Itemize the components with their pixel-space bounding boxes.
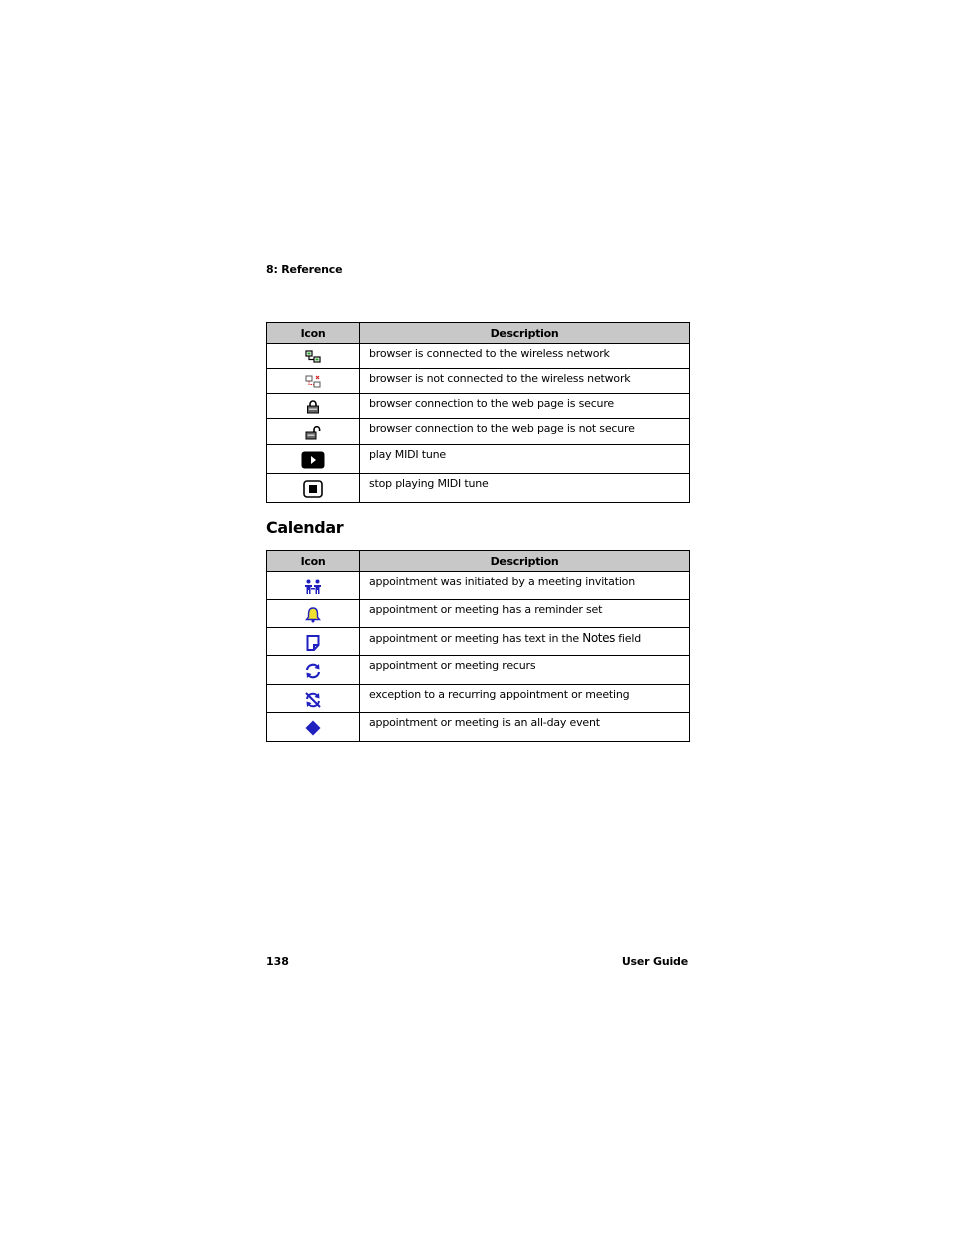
table-row (267, 656, 690, 685)
table-header-row (267, 551, 690, 572)
table-row (267, 600, 690, 628)
play-icon (301, 451, 325, 469)
all-day-event-icon (305, 720, 321, 736)
table-row (267, 572, 690, 600)
reminder-bell-icon (305, 607, 321, 623)
description-cell: appointment was initiated by a meeting invitation (360, 572, 690, 600)
chapter-heading: 8: Reference (266, 263, 343, 276)
table-header-row (267, 323, 690, 344)
column-header-description: Description (360, 551, 690, 572)
notes-icon (306, 635, 320, 651)
table-row (267, 685, 690, 713)
notes-field-name: Notes (582, 631, 615, 645)
description-cell: browser is not connected to the wireless network (360, 369, 690, 394)
table-row (267, 713, 690, 742)
description-cell: exception to a recurring appointment or meeting (360, 685, 690, 713)
network-connected-icon (305, 350, 322, 364)
table-row (267, 394, 690, 419)
stop-icon (303, 480, 323, 498)
description-text: appointment or meeting has text in the (369, 632, 583, 645)
table-row (267, 344, 690, 369)
page-number: 138 (266, 955, 289, 968)
description-cell: browser connection to the web page is secure (360, 394, 690, 419)
description-cell: appointment or meeting is an all-day event (360, 713, 690, 742)
document-title: User Guide (621, 955, 688, 968)
column-header-icon: Icon (267, 551, 360, 572)
calendar-icons-table (266, 550, 690, 742)
column-header-description: Description (360, 323, 690, 344)
meeting-invitation-icon (304, 579, 322, 595)
description-text: field (614, 632, 641, 645)
lock-open-icon (305, 426, 321, 440)
table-row (267, 628, 690, 656)
table-row (267, 474, 690, 503)
recurring-icon (304, 663, 322, 679)
table-row (267, 445, 690, 474)
recurrence-exception-icon (304, 692, 322, 708)
description-cell: appointment or meeting has a reminder set (360, 600, 690, 628)
description-cell (360, 628, 690, 656)
browser-icons-table (266, 322, 690, 503)
description-cell: play MIDI tune (360, 445, 690, 474)
table-row (267, 419, 690, 445)
description-cell: stop playing MIDI tune (360, 474, 690, 503)
description-cell: browser is connected to the wireless network (360, 344, 690, 369)
network-disconnected-icon (305, 375, 322, 389)
section-title-calendar: Calendar (266, 518, 344, 537)
lock-closed-icon (306, 400, 320, 414)
table-row (267, 369, 690, 394)
description-cell: appointment or meeting recurs (360, 656, 690, 685)
description-cell: browser connection to the web page is not secure (360, 419, 690, 445)
column-header-icon: Icon (267, 323, 360, 344)
